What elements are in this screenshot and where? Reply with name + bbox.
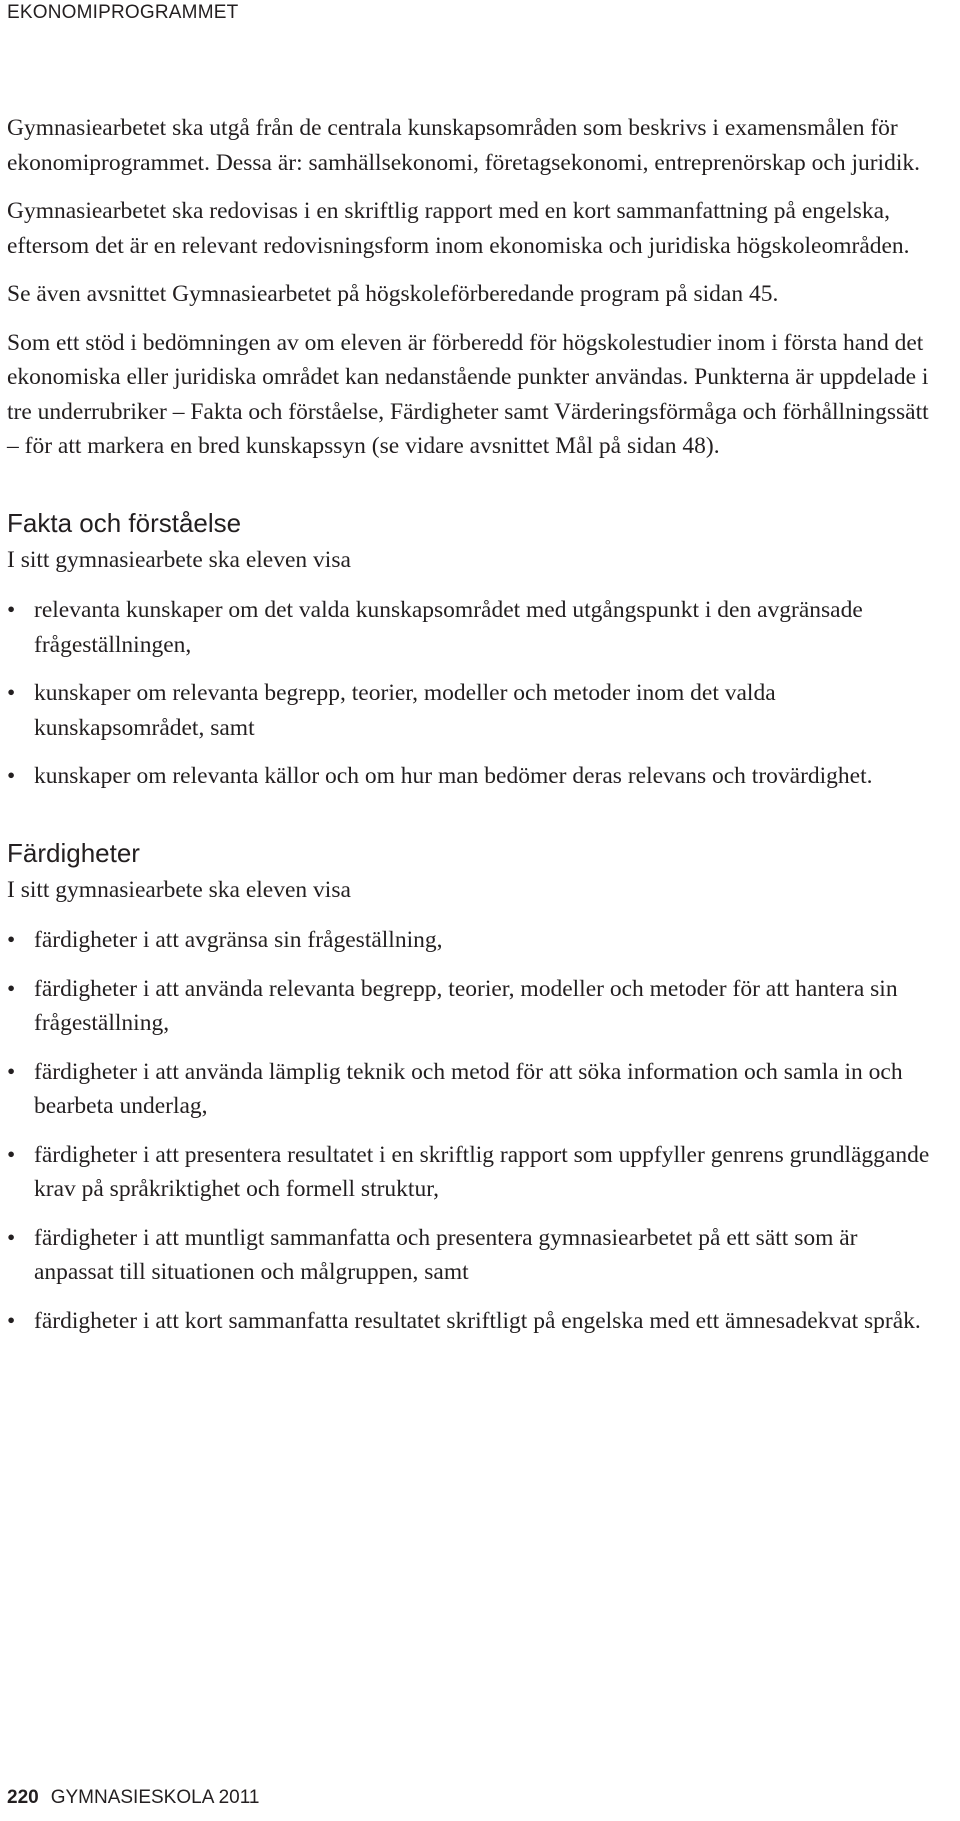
list-item-text: färdigheter i att kort sammanfatta resultatet skriftligt på engelska med ett ämnesadekvat språk. [34, 1307, 921, 1334]
page-body [7, 111, 937, 1338]
bullet-icon: • [7, 763, 16, 789]
section-heading-facts: Fakta och förståelse [7, 507, 242, 538]
paragraph-assessment: Som ett stöd i bedömningen av om eleven är förberedd för högskolestudier inom i första hand det ekonomiska eller juridiska området kan nedanstående punkter användas. Punkterna är uppdelade i tre underrubriker – Fakta och förståelse, Färdigheter samt Värderingsförmåga och förhållningssätt – för att markera en bred kunskapssyn (se vidare avsnittet Mål på sidan 48). [7, 329, 929, 459]
bullet-icon: • [7, 975, 16, 1002]
section-heading-skills: Färdigheter [7, 837, 140, 868]
paragraph-scope: Gymnasiearbetet ska utgå från de centrala kunskapsområden som beskrivs i examensmålen för ekonomiprogrammet. Dessa är: samhällsekonomi, företagsekonomi, entreprenörskap och juridik. [7, 115, 920, 176]
list-item-text: färdigheter i att använda lämplig teknik och metod för att söka information och samla in och bearbeta underlag, [34, 1058, 903, 1119]
list-item-text: färdigheter i att avgränsa sin frågeställning, [34, 927, 443, 953]
bullet-icon: • [7, 597, 16, 623]
list-item-text: färdigheter i att använda relevanta begrepp, teorier, modeller och metoder för att hantera sin frågeställning, [34, 975, 898, 1036]
list-item-text: relevanta kunskaper om det valda kunskapsområdet med utgångspunkt i den avgränsade frågeställningen, [34, 597, 863, 658]
list-item [7, 1055, 937, 1124]
bullet-icon: • [7, 1224, 16, 1251]
list-item [7, 759, 937, 794]
bullet-icon: • [7, 1307, 16, 1334]
running-head: EKONOMIPROGRAMMET [7, 2, 239, 23]
list-item [7, 1221, 937, 1290]
page-number: 220 [7, 1787, 39, 1808]
section-intro-facts: I sitt gymnasiearbete ska eleven visa [7, 546, 351, 573]
list-item [7, 972, 937, 1041]
list-item-text: kunskaper om relevanta begrepp, teorier, modeller och metoder inom det valda kunskapsområdet, samt [34, 680, 776, 741]
publication-title: GYMNASIESKOLA 2011 [50, 1787, 260, 1808]
bullet-icon: • [7, 1058, 16, 1085]
list-item [7, 1304, 937, 1339]
bullet-list-facts [7, 593, 937, 794]
list-item-text: färdigheter i att muntligt sammanfatta och presentera gymnasiearbetet på ett sätt som är anpassat till situationen och målgruppen, samt [34, 1224, 858, 1285]
paragraph-reference: Se även avsnittet Gymnasiearbetet på högskoleförberedande program på sidan 45. [7, 281, 779, 307]
list-item [7, 593, 937, 662]
paragraph-report: Gymnasiearbetet ska redovisas i en skriftlig rapport med en kort sammanfattning på engelska, eftersom det är en relevant redovisningsform inom ekonomiska och juridiska högskoleområden. [7, 198, 910, 259]
list-item [7, 1138, 937, 1207]
bullet-list-skills [7, 923, 937, 1338]
bullet-icon: • [7, 1141, 16, 1168]
list-item [7, 923, 937, 958]
page-footer [7, 1787, 259, 1809]
list-item-text: kunskaper om relevanta källor och om hur man bedömer deras relevans och trovärdighet. [34, 763, 873, 789]
list-item [7, 676, 937, 745]
bullet-icon: • [7, 680, 16, 706]
section-intro-skills: I sitt gymnasiearbete ska eleven visa [7, 876, 351, 903]
bullet-icon: • [7, 927, 16, 953]
list-item-text: färdigheter i att presentera resultatet i en skriftlig rapport som uppfyller genrens grundläggande krav på språkriktighet och formell struktur, [34, 1141, 930, 1202]
